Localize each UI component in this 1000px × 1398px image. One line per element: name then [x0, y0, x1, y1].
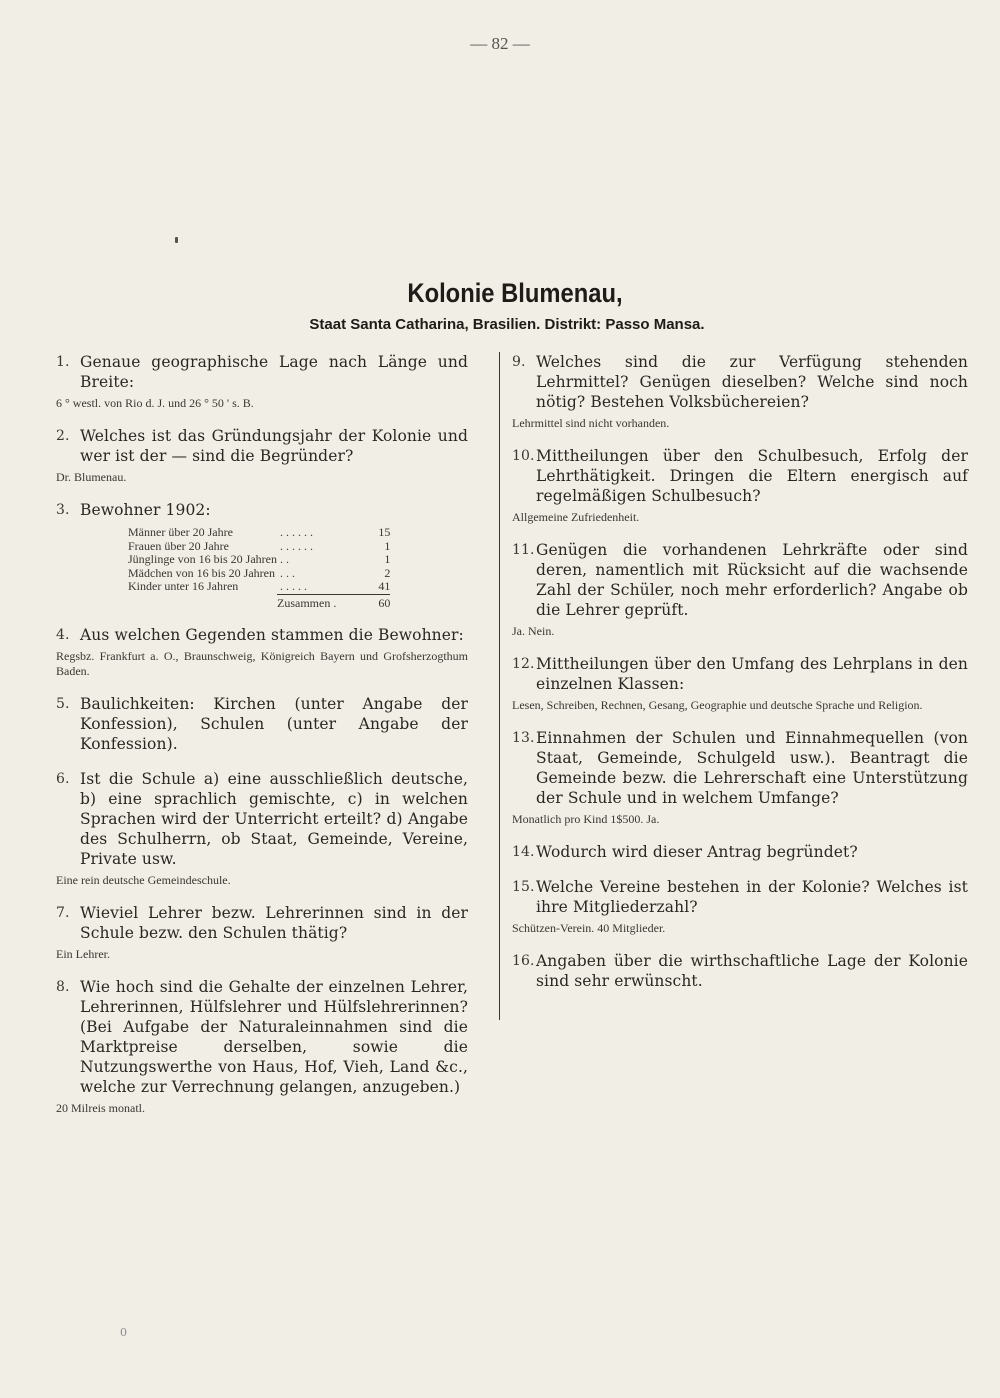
- question-text: 6. Ist die Schule a) eine ausschließlich deutsche, b) eine sprachlich gemischte, c) in welchen Sprachen wird der Unterricht erteilt? d) Angabe des Schulherrn, ob Staat, Gemeinde, Vereine, Private usw.: [56, 770, 468, 868]
- question-text: 12. Mittheilungen über den Umfang des Lehrplans in den einzelnen Klassen:: [512, 655, 968, 693]
- question-text: 9. Welches sind die zur Verfügung stehenden Lehrmittel? Genügen dieselben? Welche sind noch nötig? Bestehen Volksbüchereien?: [512, 353, 968, 411]
- total-value: 60: [336, 594, 390, 610]
- question-15: [512, 877, 968, 936]
- question-number: 14.: [512, 844, 535, 860]
- question-number: 2.: [56, 428, 70, 444]
- question-5: [56, 694, 468, 754]
- question-number: 6.: [56, 771, 70, 787]
- question-number: 7.: [56, 905, 70, 921]
- question-text: 16. Angaben über die wirthschaftliche Lage der Kolonie sind sehr erwünscht.: [512, 952, 968, 990]
- question-9: [512, 352, 968, 431]
- question-text: 5. Baulichkeiten: Kirchen (unter Angabe der Konfession), Schulen (unter Angabe der Konfession).: [56, 695, 468, 753]
- left-column: [56, 352, 468, 1131]
- answer-text: 20 Milreis monatl.: [56, 1101, 145, 1115]
- question-number: 3.: [56, 502, 70, 518]
- row-value: 1: [384, 538, 391, 553]
- total-row: [128, 594, 390, 610]
- column-divider: [499, 352, 500, 1020]
- question-7: [56, 903, 468, 962]
- question-11: [512, 540, 968, 639]
- population-table: [128, 526, 390, 610]
- answer-text: Schützen-Verein. 40 Mitglieder.: [512, 921, 666, 935]
- question-13: [512, 728, 968, 827]
- question-6: [56, 769, 468, 888]
- row-label: Männer über 20 Jahre: [128, 525, 233, 539]
- total-label: Zusammen .: [277, 595, 337, 610]
- question-text: 3. Bewohner 1902:: [56, 501, 211, 519]
- question-10: [512, 446, 968, 525]
- question-number: 12.: [512, 656, 535, 672]
- question-text: 7. Wieviel Lehrer bezw. Lehrerinnen sind in der Schule bezw. den Schulen thätig?: [56, 904, 468, 942]
- question-text: 2. Welches ist das Gründungsjahr der Kolonie und wer ist der — sind die Begründer?: [56, 427, 468, 465]
- question-number: 16.: [512, 953, 535, 969]
- answer-text: Monatlich pro Kind 1$500. Ja.: [512, 812, 660, 826]
- question-number: 13.: [512, 730, 535, 746]
- question-text: 15. Welche Vereine bestehen in der Kolonie? Welches ist ihre Mitgliederzahl?: [512, 878, 968, 916]
- question-number: 1.: [56, 354, 70, 370]
- footer-mark: 0: [120, 1326, 127, 1339]
- question-2: [56, 426, 468, 485]
- row-label: Frauen über 20 Jahre: [128, 538, 229, 553]
- answer-text: 6 ° westl. von Rio d. J. und 26 ° 50 ' s. B.: [56, 396, 254, 410]
- question-text: 13. Einnahmen der Schulen und Einnahmequellen (von Staat, Gemeinde, Schulgeld usw.). Beantragt die Gemeinde bezw. die Lehrerschaft eine Unterstützung der Schule und in welchem Umfange?: [512, 729, 968, 807]
- question-text: 4. Aus welchen Gegenden stammen die Bewohner:: [56, 626, 464, 644]
- question-number: 15.: [512, 879, 535, 895]
- question-text: 11. Genügen die vorhandenen Lehrkräfte oder sind deren, namentlich mit Rücksicht auf die wachsende Zahl der Schüler, noch mehr erforderlich? Angabe ob die Lehrer geprüft.: [512, 541, 968, 619]
- question-text: 10. Mittheilungen über den Schulbesuch, Erfolg der Lehrthätigkeit. Dringen die Eltern energisch auf regelmäßigen Schulbesuch?: [512, 447, 968, 505]
- question-number: 5.: [56, 696, 70, 712]
- table-row: Jünglinge von 16 bis 20 Jahren . . 1: [128, 552, 391, 566]
- question-14: [512, 842, 968, 862]
- question-number: 10.: [512, 448, 535, 464]
- answer-text: Lesen, Schreiben, Rechnen, Gesang, Geographie und deutsche Sprache und Religion.: [512, 698, 923, 712]
- answer-text: Regsbz. Frankfurt a. O., Braunschweig, Königreich Bayern und Grofsherzogthum Baden.: [56, 649, 468, 678]
- question-number: 8.: [56, 979, 70, 995]
- table-row: Frauen über 20 Jahre . . . . . . 1: [128, 538, 391, 553]
- question-1: [56, 352, 468, 411]
- answer-text: Dr. Blumenau.: [56, 470, 127, 484]
- row-value: 1: [384, 552, 391, 566]
- table-row: Mädchen von 16 bis 20 Jahren . . . 2: [128, 565, 391, 580]
- row-label: Jünglinge von 16 bis 20 Jahren: [128, 552, 277, 566]
- row-label: Kinder unter 16 Jahren: [128, 579, 239, 594]
- question-text: 14. Wodurch wird dieser Antrag begründet?: [512, 843, 858, 861]
- page-subtitle: Staat Santa Catharina, Brasilien. Distrikt: Passo Mansa.: [309, 316, 705, 333]
- answer-text: Lehrmittel sind nicht vorhanden.: [512, 416, 670, 430]
- question-3: [56, 500, 468, 610]
- answer-text: Ein Lehrer.: [56, 947, 110, 961]
- question-number: 9.: [512, 354, 526, 370]
- table-row: Kinder unter 16 Jahren . . . . . 41: [128, 579, 391, 594]
- question-16: [512, 951, 968, 991]
- right-column: [512, 352, 968, 1006]
- answer-text: Eine rein deutsche Gemeindeschule.: [56, 873, 231, 887]
- page-number: — 82 —: [470, 34, 530, 53]
- question-12: [512, 654, 968, 713]
- table-row: Männer über 20 Jahre . . . . . . 15: [128, 525, 391, 539]
- answer-text: Ja. Nein.: [512, 624, 555, 638]
- question-number: 4.: [56, 627, 70, 643]
- row-value: 2: [384, 565, 391, 580]
- question-number: 11.: [512, 542, 535, 558]
- ink-spot: [175, 237, 178, 243]
- question-text: 1. Genaue geographische Lage nach Länge und Breite:: [56, 353, 468, 391]
- row-value: 41: [378, 579, 391, 593]
- question-text: 8. Wie hoch sind die Gehalte der einzelnen Lehrer, Lehrerinnen, Hülfslehrer und Hülfslehrerinnen? (Bei Aufgabe der Naturaleinnahmen sind die Marktpreise derselben, sowie die Nutzungswerthe von Haus, Hof, Vieh, Land &c., welche zur Verrechnung gelangen, anzugeben.): [56, 978, 468, 1096]
- page-title: Kolonie Blumenau,: [407, 278, 623, 308]
- question-8: [56, 977, 468, 1116]
- row-value: 15: [378, 525, 391, 539]
- question-4: [56, 625, 468, 679]
- row-label: Mädchen von 16 bis 20 Jahren: [128, 565, 275, 580]
- answer-text: Allgemeine Zufriedenheit.: [512, 510, 640, 524]
